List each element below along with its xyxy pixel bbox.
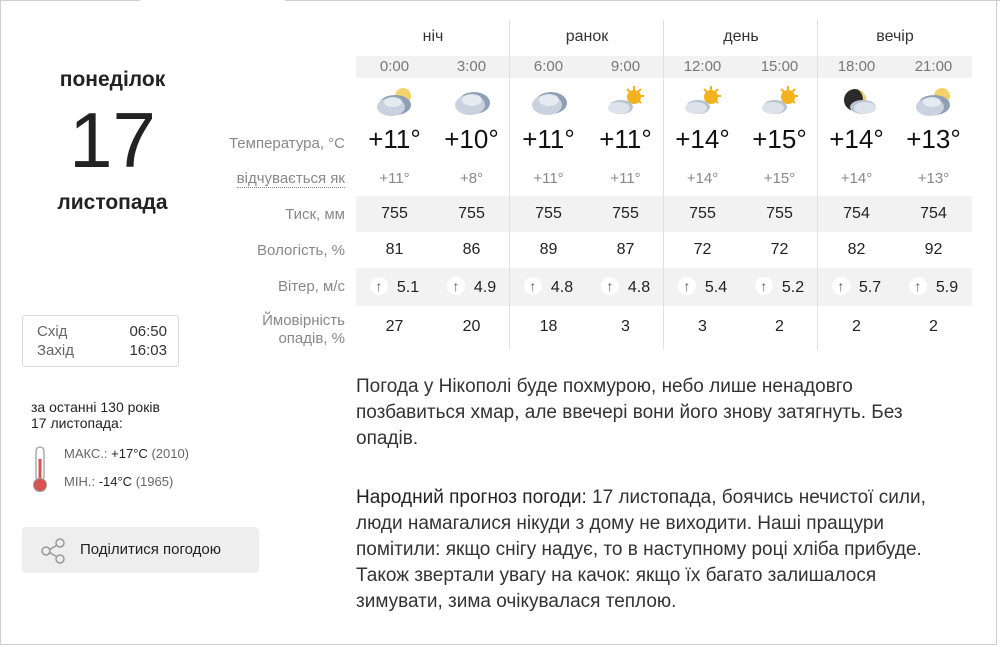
precip-probability-value: 27 <box>385 318 404 335</box>
label-precip-line2: опадів, % <box>278 330 345 347</box>
feels-like-value: +8° <box>459 170 484 187</box>
share-icon <box>39 537 67 565</box>
history-max-value: +17°C <box>111 446 148 461</box>
wind-speed-value: 5.2 <box>781 279 805 297</box>
history-max-year: (2010) <box>151 446 190 461</box>
label-wind: Вітер, м/с <box>277 278 345 295</box>
sunset-time: 16:03 <box>129 342 167 359</box>
wind-direction-arrow-icon: ↑ <box>755 277 773 295</box>
pressure-value: 754 <box>920 205 947 222</box>
wind-speed-value: 5.4 <box>704 279 728 297</box>
pressure-value: 754 <box>843 205 870 222</box>
humidity-value: 89 <box>539 241 558 258</box>
wind-speed-value: 5.7 <box>858 279 882 297</box>
history-max-label: МАКС.: <box>64 446 108 461</box>
precip-probability-value: 3 <box>698 318 707 335</box>
wind-cell <box>741 279 818 297</box>
humidity-value: 81 <box>385 241 404 258</box>
weather-icon-cell <box>818 84 895 124</box>
night-partly-cloudy-icon <box>835 84 879 120</box>
label-feels-like-wrap <box>237 170 345 187</box>
wind-cell <box>664 279 741 297</box>
period-morning: ранок <box>565 28 609 45</box>
precip-probability-value: 2 <box>775 318 784 335</box>
label-pressure: Тиск, мм <box>285 206 345 223</box>
wind-direction-arrow-icon: ↑ <box>601 277 619 295</box>
pressure-value: 755 <box>689 205 716 222</box>
partly-cloudy-icon <box>681 84 725 120</box>
hour-time: 12:00 <box>683 58 722 75</box>
weather-icon-cell <box>895 84 972 124</box>
humidity-value: 72 <box>770 241 789 258</box>
humidity-value: 87 <box>616 241 635 258</box>
pressure-value: 755 <box>535 205 562 222</box>
wind-speed-value: 4.8 <box>627 279 651 297</box>
wind-direction-arrow-icon: ↑ <box>524 277 542 295</box>
feels-like-value: +13° <box>917 170 950 187</box>
precip-probability-value: 20 <box>462 318 481 335</box>
feels-like-value: +14° <box>686 170 719 187</box>
period-night: ніч <box>422 28 444 45</box>
partly-cloudy-icon <box>604 84 648 120</box>
night-cloudy-icon <box>373 84 417 120</box>
history-max <box>64 446 189 461</box>
precip-probability-value: 18 <box>539 318 558 335</box>
wind-cell <box>510 279 587 297</box>
label-precip <box>262 312 345 348</box>
history-min-label: МІН.: <box>64 474 96 489</box>
history-title-line2: 17 листопада: <box>31 415 123 431</box>
hour-time: 15:00 <box>760 58 799 75</box>
precip-probability-value: 2 <box>929 318 938 335</box>
hour-time: 0:00 <box>379 58 410 75</box>
feels-like-value: +11° <box>379 170 410 187</box>
weather-icon-cell <box>356 84 433 124</box>
wind-speed-value: 4.8 <box>550 279 574 297</box>
history-min <box>64 474 173 489</box>
wind-cell <box>895 279 972 297</box>
wind-cell <box>356 279 433 297</box>
label-humidity: Вологість, % <box>257 242 345 259</box>
precip-probability-value: 2 <box>852 318 861 335</box>
pressure-value: 755 <box>458 205 485 222</box>
partly-cloudy-icon <box>758 84 802 120</box>
label-precip-line1: Ймовірність <box>262 312 345 329</box>
feels-like-value: +14° <box>840 170 873 187</box>
weather-icon-cell <box>741 84 818 124</box>
night-cloudy-icon <box>912 84 956 120</box>
label-feels-like[interactable]: відчувається як <box>236 170 345 187</box>
humidity-value: 92 <box>924 241 943 258</box>
weather-icon-cell <box>587 84 664 124</box>
hour-time: 6:00 <box>533 58 564 75</box>
thermometer-icon <box>30 445 50 493</box>
month: листопада <box>57 191 168 214</box>
history-min-year: (1965) <box>135 474 174 489</box>
tab-border <box>0 0 1000 2</box>
hour-time: 9:00 <box>610 58 641 75</box>
period-day: день <box>723 28 759 45</box>
pressure-value: 755 <box>381 205 408 222</box>
temperature-value: +10° <box>444 124 499 154</box>
wind-cell <box>587 279 664 297</box>
history-title <box>31 399 211 431</box>
hour-time: 21:00 <box>914 58 953 75</box>
feels-like-value: +15° <box>763 170 796 187</box>
wind-direction-arrow-icon: ↑ <box>832 277 850 295</box>
folk-forecast-text: 17 листопада, боячись нечистої сили, люди намагалися нікуди з дому не виходити. Наші пращури помітили: якщо снігу надує, то в наступному році хліба прибуде. Також звертали увагу на качок: якщо їх багато залишалося зимувати, зима очікувалася теплою. <box>356 487 926 612</box>
cloudy-icon <box>450 84 494 120</box>
share-label: Поділитися погодою <box>80 541 222 558</box>
weather-icon-cell <box>433 84 510 124</box>
weather-icon-cell <box>664 84 741 124</box>
sunrise-label: Схід <box>37 323 68 340</box>
temperature-value: +15° <box>752 124 807 154</box>
humidity-value: 72 <box>693 241 712 258</box>
feels-like-value: +11° <box>533 170 564 187</box>
feels-like-value: +11° <box>610 170 641 187</box>
hour-time: 18:00 <box>837 58 876 75</box>
wind-speed-value: 5.9 <box>935 279 959 297</box>
day-number: 17 <box>69 96 156 184</box>
wind-cell <box>433 279 510 297</box>
folk-forecast-label: Народний прогноз погоди: <box>356 487 587 508</box>
sunset-label: Захід <box>37 342 74 359</box>
wind-direction-arrow-icon: ↑ <box>447 277 465 295</box>
period-evening: вечір <box>876 28 914 45</box>
pressure-value: 755 <box>612 205 639 222</box>
temperature-value: +14° <box>675 124 730 154</box>
sun-times-box <box>22 315 179 367</box>
wind-direction-arrow-icon: ↑ <box>370 277 388 295</box>
temperature-value: +11° <box>522 124 575 154</box>
temperature-value: +13° <box>906 124 961 154</box>
wind-cell <box>818 279 895 297</box>
weather-description: Погода у Нікополі буде похмурою, небо лише ненадовго позбавиться хмар, але ввечері вони його знову затягнуть. Без опадів. <box>356 376 903 449</box>
humidity-value: 86 <box>462 241 481 258</box>
weekday: понеділок <box>59 68 166 91</box>
pressure-value: 755 <box>766 205 793 222</box>
cloudy-icon <box>527 84 571 120</box>
precip-probability-value: 3 <box>621 318 630 335</box>
humidity-value: 82 <box>847 241 866 258</box>
share-weather-button[interactable] <box>22 527 259 573</box>
folk-forecast <box>356 485 966 615</box>
weather-icon-cell <box>510 84 587 124</box>
wind-direction-arrow-icon: ↑ <box>678 277 696 295</box>
history-min-value: -14°C <box>98 474 133 489</box>
sunrise-time: 06:50 <box>129 323 167 340</box>
label-temperature: Температура, °C <box>228 135 345 152</box>
wind-speed-value: 5.1 <box>396 279 420 297</box>
temperature-value: +11° <box>368 124 421 154</box>
temperature-value: +14° <box>829 124 884 154</box>
wind-direction-arrow-icon: ↑ <box>909 277 927 295</box>
hour-time: 3:00 <box>456 58 487 75</box>
history-title-line1: за останні 130 років <box>31 399 160 415</box>
wind-speed-value: 4.9 <box>473 279 497 297</box>
temperature-value: +11° <box>599 124 652 154</box>
